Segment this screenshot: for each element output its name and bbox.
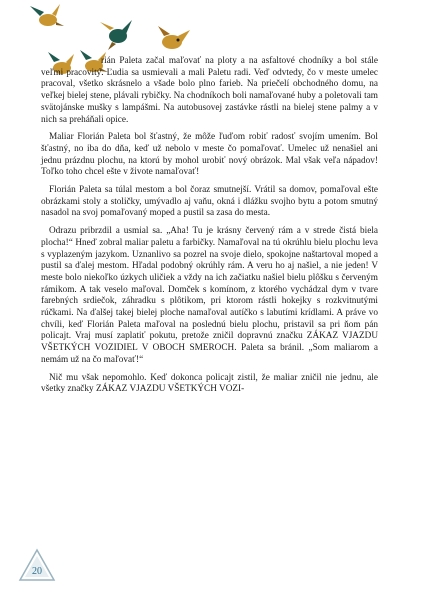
- bird-icon: [30, 4, 64, 26]
- page-number: 20: [32, 566, 42, 577]
- paragraph: Maliar Florián Paleta bol šťastný, že môže ľuďom robiť radosť svojím umením. Bol šťastný, no iba do dňa, keď už nebolo v meste čo pomaľovať. Umelec už nenašiel ani jednu prázdnu plochu, na ktorú by mohol urobiť nový obrázok. Mal však veľa nápadov! Toľko toho chcel ešte v živote namaľovať!: [41, 132, 378, 178]
- page-number-marker: [18, 548, 56, 582]
- bird-icon: [158, 26, 190, 49]
- page-body: [41, 56, 378, 396]
- bird-icon: [100, 20, 132, 50]
- paragraph: rián Paleta začal maľovať na ploty a na asfaltové chodníky a bol stále veľmi pracovitý. Ľudia sa usmievali a mali Paletu radi. Veď odvtedy, čo v meste umelec pracoval, všetko skrásnelo a všade bolo plno farieb. Na priečelí obchodného domu, na veľkej bielej stene, plávali rybičky. Na chodníkoch boli namaľované huby a poletovali tam svätojánske mušky s lampášmi. Na autobusovej zastávke rástli na bielej stene palmy a v nich sa preháňali opice.: [41, 56, 378, 125]
- paragraph: Florián Paleta sa túlal mestom a bol čoraz smutnejší. Vrátil sa domov, pomaľoval ešte obrázkami stoly a stoličky, umývadlo aj vaňu, okná i dlážku svojho bytu a potom smutný nasadol na svoj pomaľovaný moped a pustil sa zasa do mesta.: [41, 185, 378, 219]
- paragraph: Nič mu však nepomohlo. Keď dokonca policajt zistil, že maliar zničil nie jednu, ale všetky značky ZÁKAZ VJAZDU VŠETKÝCH VOZI-: [41, 372, 378, 395]
- paragraph: Odrazu pribrzdil a usmial sa. „Aha! Tu je krásny červený rám a v strede čistá biela plocha!“ Hneď zobral maliar paletu a farbičky. Namaľoval na tú okrúhlu bielu plochu leva s vyplazeným jazykom. Uznanlivo sa pozrel na svoje dielo, spokojne naštartoval moped a pustil sa ďalej mestom. Hľadal podobný okrúhly rám. A veru ho aj našiel, a nie jeden! V meste bolo niekoľko úzkych uličiek a vždy na ich začiatku našiel bielu plôšku s červeným rámikom. A tak veselo maľoval. Domček s komínom, z ktorého vychádzal dym v tvare farebných srdiečok, záhradku s plôtikom, pri ktorom rástli hokejky s rozkvitnutými rúčkami. Na ďalšej takej bielej ploche namaľoval autíčko s labutími krídlami. A práve vo chvíli, keď Florián Paleta maľoval na poslednú bielu plochu, pristavil sa pri ňom pán policajt. Vraj musí zaplatiť pokutu, pretože zničil dopravnú značku ZÁKAZ VJAZDU VŠETKÝCH VOZIDIEL V OBOCH SMEROCH. Paleta sa bránil. „Som maliarom a nemám už na čo maľovať!“: [41, 226, 378, 365]
